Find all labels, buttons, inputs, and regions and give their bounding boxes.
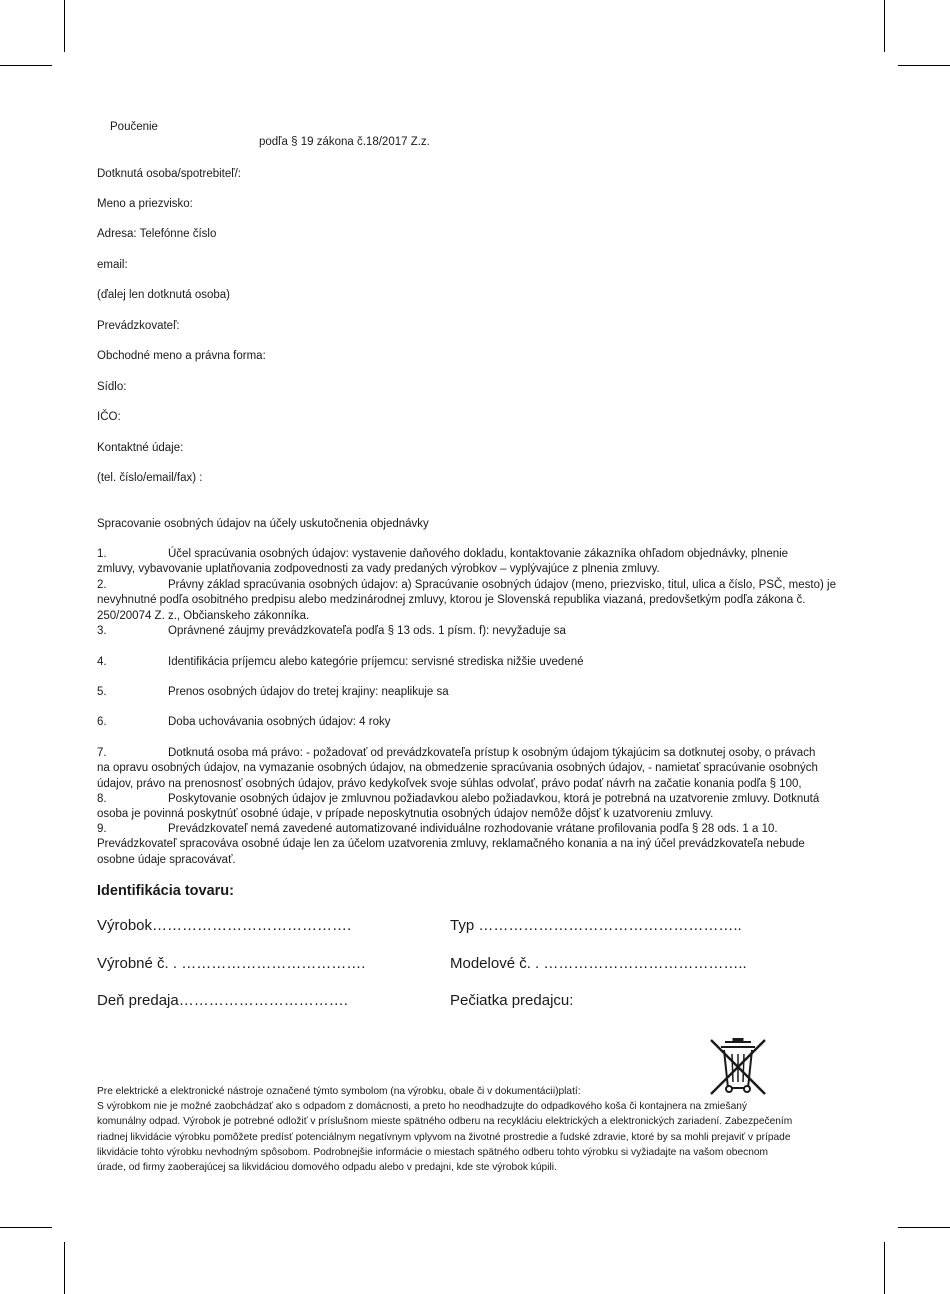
type-field: Typ …………………………………………….. xyxy=(450,917,742,934)
list-item xyxy=(97,685,853,700)
list-item-number: 1. xyxy=(97,548,107,560)
list-item-number: 9. xyxy=(97,823,107,835)
list-item-number: 4. xyxy=(97,656,107,668)
disposal-line: Pre elektrické a elektronické nástroje označené týmto symbolom (na výrobku, obale či v dokumentácii)platí: xyxy=(97,1086,581,1097)
list-item-number: 6. xyxy=(97,716,107,728)
crop-mark xyxy=(0,65,52,66)
crop-mark xyxy=(64,1242,65,1294)
form-field-label: Prevádzkovateľ: xyxy=(97,320,180,332)
form-field-label: Dotknutá osoba/spotrebiteľ/: xyxy=(97,168,241,180)
list-item-text: údajov, právo na prenosnosť osobných údajov, právo kedykoľvek svoje súhlas odvolať, právo podať návrh na začatie konania podľa § 100, xyxy=(97,777,802,790)
crop-mark xyxy=(884,0,885,52)
form-field-label: Obchodné meno a právna forma: xyxy=(97,350,266,362)
list-item xyxy=(97,715,853,730)
form-field-label: Adresa: Telefónne číslo xyxy=(97,228,217,240)
list-item xyxy=(97,655,853,670)
list-item xyxy=(97,624,853,639)
crop-mark xyxy=(64,0,65,52)
disposal-line: likvidácie tohto výrobku nevhodným spôsobom. Podrobnejšie informácie o miestach spätného odberu tohto výrobku si vyžiadajte na vašom obecnom xyxy=(97,1146,769,1158)
list-item-text: nevyhnutné podľa osobitného predpisu alebo medzinárodnej zmluvy, ktorou je Slovenská republika viazaná, predovšetkým podľa zákona č. xyxy=(97,594,806,607)
list-item-text: na opravu osobných údajov, na vymazanie osobných údajov, na obmedzenie spracúvania osobných údajov, - namietať spracúvanie osobných xyxy=(97,762,818,775)
disposal-line: komunálny odpad. Výrobok je potrebné odložiť v príslušnom mieste spätného odberu na recykláciu elektrických a elektronických zariadení. Zabezpečením xyxy=(97,1116,793,1128)
list-item xyxy=(97,792,853,823)
form-field-label: Kontaktné údaje: xyxy=(97,442,184,454)
form-field-label: (ďalej len dotknutá osoba) xyxy=(97,289,231,301)
model-number-field: Modelové č. . ………………………………….. xyxy=(450,955,747,972)
list-item-text: Prevádzkovateľ nemá zavedené automatizované individuálne rozhodovanie vrátane profilovania podľa § 28 ods. 1 a 10. xyxy=(168,823,778,835)
form-field-label: IČO: xyxy=(97,411,121,423)
page-subtitle: podľa § 19 zákona č.18/2017 Z.z. xyxy=(259,136,430,148)
section-heading: Spracovanie osobných údajov na účely uskutočnenia objednávky xyxy=(97,518,429,530)
list-item-text: Právny základ spracúvania osobných údajov: a) Spracúvanie osobných údajov (meno, priezvisko, titul, ulica a číslo, PSČ, mesto) je xyxy=(168,579,836,591)
list-item-number: 2. xyxy=(97,579,107,591)
form-field-label: Sídlo: xyxy=(97,381,127,393)
list-item-text: Doba uchovávania osobných údajov: 4 roky xyxy=(168,716,391,728)
list-item xyxy=(97,547,853,578)
serial-number-field: Výrobné č. . ………………………………. xyxy=(97,955,366,972)
crop-mark xyxy=(898,1227,950,1228)
list-item xyxy=(97,822,853,868)
page-title: Poučenie xyxy=(110,121,158,133)
disposal-line: úrade, od firmy zaoberajúcej sa likvidáciou domového odpadu alebo v predajni, kde ste výrobok kúpili. xyxy=(97,1162,557,1174)
list-item xyxy=(97,578,853,624)
list-item-text: zmluvy, vybavovanie uplatňovania zodpovednosti za vady predaných výrobkov – vyplývajúce z plnenia zmluvy. xyxy=(97,563,660,576)
dealer-stamp-field: Pečiatka predajcu: xyxy=(450,992,574,1009)
disposal-line: S výrobkom nie je možné zaobchádzať ako s odpadom z domácnosti, a preto ho neodhadzujte do odpadkového koša či kontajnera na zmiešaný xyxy=(97,1101,747,1113)
product-field: Výrobok…………………………………. xyxy=(97,917,352,934)
crop-mark xyxy=(0,1227,52,1228)
identification-title: Identifikácia tovaru: xyxy=(97,883,234,899)
form-field-label: (tel. číslo/email/fax) : xyxy=(97,472,203,484)
disposal-notice xyxy=(97,1084,857,1175)
list-item-number: 7. xyxy=(97,747,107,759)
list-item-text: Oprávnené záujmy prevádzkovateľa podľa § 13 ods. 1 písm. f): nevyžaduje sa xyxy=(168,625,566,637)
list-item-text: osoba je povinná poskytnúť osobné údaje, v prípade neposkytnutia osobných údajov nemôže dôjsť k uzatvoreniu zmluvy. xyxy=(97,808,714,821)
list-item-text: Dotknutá osoba má právo: - požadovať od prevádzkovateľa prístup k osobným údajom týkajúcim sa dotknutej osoby, o právach xyxy=(168,747,816,759)
list-item xyxy=(97,746,853,792)
list-item-text: Účel spracúvania osobných údajov: vystavenie daňového dokladu, kontaktovanie zákazníka ohľadom objednávky, plnenie xyxy=(168,548,789,560)
list-item-text: Prevádzkovateľ spracováva osobné údaje len za účelom uzatvorenia zmluvy, reklamačného konania a na iný účel prevádzkovateľa nebude xyxy=(97,838,805,851)
form-field-label: email: xyxy=(97,259,128,271)
list-item-number: 3. xyxy=(97,625,107,637)
list-item-text: Prenos osobných údajov do tretej krajiny: neaplikuje sa xyxy=(168,686,449,698)
crop-mark xyxy=(884,1242,885,1294)
list-item-number: 5. xyxy=(97,686,107,698)
list-item-text: 250/20074 Z. z., Občianskeho zákonníka. xyxy=(97,609,310,622)
list-item-text: Poskytovanie osobných údajov je zmluvnou požiadavkou alebo požiadavkou, ktorá je potrebná na uzatvorenie zmluvy. Dotknutá xyxy=(168,793,820,805)
form-field-label: Meno a priezvisko: xyxy=(97,198,193,210)
list-item-text: osobne údaje spracovávať. xyxy=(97,853,236,866)
list-item-number: 8. xyxy=(97,793,107,805)
sale-date-field: Deň predaja……………………………. xyxy=(97,992,348,1009)
list-item-text: Identifikácia príjemcu alebo kategórie príjemcu: servisné strediska nižšie uvedené xyxy=(168,656,584,668)
crop-mark xyxy=(898,65,950,66)
disposal-line: riadnej likvidácie výrobku pomôžete predísť potenciálnym negatívnym vplyvom na životné prostredie a ľudské zdravie, ktoré by sa mohli prejaviť v prípade xyxy=(97,1131,791,1143)
